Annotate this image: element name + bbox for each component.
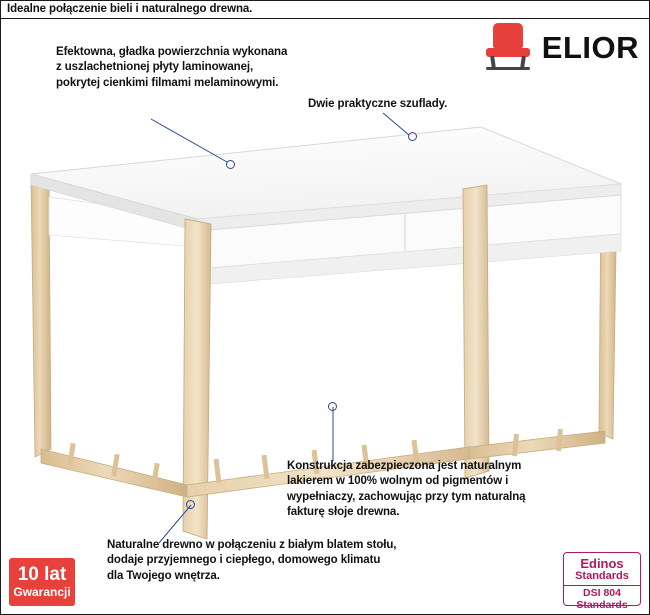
edinos-badge	[563, 552, 641, 611]
edinos-name: Edinos	[580, 556, 624, 571]
callout-surface: Efektowna, gładka powierzchnia wykonana z uszlachetnionej płyty laminowanej, pokrytej cienkimi filmami melaminowymi.	[56, 46, 288, 89]
header-bar	[1, 1, 649, 19]
callout-dot-construction	[328, 402, 337, 411]
edinos-standard: Standards	[576, 598, 628, 611]
guarantee-years: 10 lat	[17, 563, 67, 585]
guarantee-label: Gwarancji	[13, 584, 71, 599]
page-title: Idealne połączenie bieli i naturalnego drewna.	[7, 3, 253, 15]
guarantee-badge	[9, 558, 75, 606]
brand-name: ELIOR	[541, 29, 639, 65]
edinos-code	[564, 585, 640, 600]
edinos-code-text: DSI	[583, 587, 601, 600]
callout-dot-wood	[186, 500, 195, 509]
edinos-sub: Standards	[575, 569, 629, 582]
edinos-code-number: 804	[603, 587, 621, 600]
callout-dot-surface	[226, 160, 235, 169]
callout-construction: Konstrukcja zabezpieczona jest naturalnym lakierem w 100% wolnym od pigmentów i wypełniaczy, zachowując przy tym naturalną fakturę słoje drewna.	[287, 460, 526, 518]
callout-wood: Naturalne drewno w połączeniu z białym blatem stołu, dodaje przyjemnego i ciepłego, domowego klimatu dla Twojego wnętrza.	[107, 539, 397, 582]
callout-dot-drawers	[408, 132, 417, 141]
callout-drawers: Dwie praktyczne szuflady.	[308, 98, 448, 110]
